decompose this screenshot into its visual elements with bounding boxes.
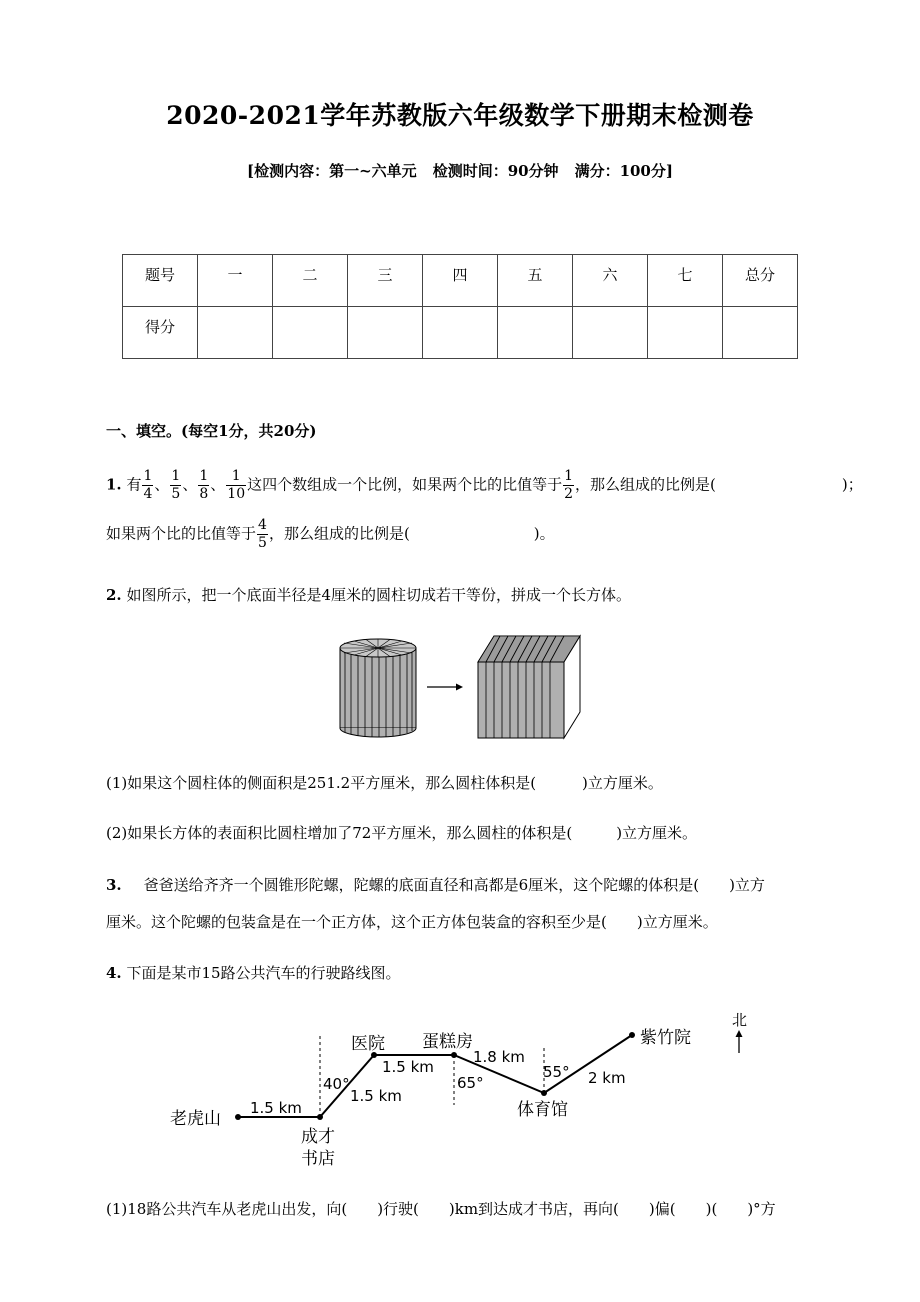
exam-time: 检测时间：90分钟 <box>432 162 559 180</box>
numerator: 1 <box>171 468 181 484</box>
score-input-cell[interactable] <box>198 307 273 359</box>
stop-label-zizhuyuan: 紫竹院 <box>640 1028 691 1048</box>
separator: 、 <box>182 475 198 494</box>
numerator: 1 <box>143 468 153 484</box>
question-text: 下面是某市15路公共汽车的行驶路线图。 <box>126 964 401 982</box>
section-heading: 一、填空。(每空1分，共20分) <box>106 422 317 440</box>
question-4 <box>106 962 401 983</box>
angle-label: 40° <box>323 1075 350 1093</box>
denominator: 2 <box>564 486 574 502</box>
cylinder-figure <box>340 639 416 737</box>
page-title: 2020-2021学年苏教版六年级数学下册期末检测卷 <box>166 101 754 130</box>
fraction <box>563 468 574 503</box>
question-1-line-1 <box>106 468 863 503</box>
question-text: )立方厘米。 <box>582 774 663 792</box>
exam-info <box>0 160 920 181</box>
table-cell: 一 <box>198 255 273 307</box>
table-cell: 题号 <box>123 255 198 307</box>
q1-line2-end: )。 <box>533 524 555 543</box>
table-cell: 总分 <box>723 255 798 307</box>
fraction <box>142 468 153 503</box>
q1-mid-text: 这四个数组成一个比例，如果两个比的比值等于 <box>247 475 563 494</box>
stop-label-dangaofang: 蛋糕房 <box>422 1032 473 1052</box>
angle-label: 65° <box>457 1074 484 1092</box>
stop-label-chengcai: 成才 <box>301 1127 335 1147</box>
score-input-cell[interactable] <box>273 307 348 359</box>
distance-label: 1.8 km <box>473 1048 525 1066</box>
q1-line2-prefix: 如果两个比的比值等于 <box>106 524 257 543</box>
fraction <box>257 517 268 552</box>
q1-tail-end: )； <box>841 475 863 494</box>
question-text: (2)如果长方体的表面积比圆柱增加了72平方厘米，那么圆柱的体积是( <box>106 824 573 842</box>
angle-label: 55° <box>543 1063 570 1081</box>
question-1-line-2 <box>106 517 555 552</box>
score-table-header-row <box>123 255 798 307</box>
separator: 、 <box>154 475 170 494</box>
question-text: (1)18路公共汽车从老虎山出发，向( )行驶( )km到达成才书店，再向( )偏( )( )°方 <box>106 1200 776 1218</box>
question-text: )立方厘米。 <box>616 824 698 842</box>
stop-label-laohushan: 老虎山 <box>170 1109 221 1129</box>
fraction <box>198 468 209 503</box>
stop-dot <box>451 1052 457 1058</box>
fraction <box>170 468 181 503</box>
question-2-sub-1 <box>106 772 663 793</box>
denominator: 8 <box>199 486 209 502</box>
denominator: 4 <box>143 486 153 502</box>
score-table <box>122 254 798 359</box>
score-table-score-row <box>123 307 798 359</box>
score-input-cell[interactable] <box>573 307 648 359</box>
question-2 <box>106 584 631 605</box>
cylinder-to-cuboid-figure <box>330 628 586 748</box>
denominator: 10 <box>227 486 246 502</box>
question-text: 如图所示，把一个底面半径是4厘米的圆柱切成若干等份，拼成一个长方体。 <box>126 586 632 604</box>
question-3-line-2 <box>106 911 718 932</box>
stop-label-chengcai-2: 书店 <box>301 1149 335 1169</box>
q1-tail: ，那么组成的比例是( <box>575 475 716 494</box>
question-text: 厘米。这个陀螺的包装盒是在一个正方体，这个正方体包装盒的容积至少是( <box>106 913 607 931</box>
question-text: 爸爸送给齐齐一个圆锥形陀螺，陀螺的底面直径和高都是6厘米，这个陀螺的体积是( <box>143 876 700 894</box>
distance-label: 1.5 km <box>250 1099 302 1117</box>
table-cell: 五 <box>498 255 573 307</box>
question-number: 1. <box>106 475 122 494</box>
arrow-right-icon <box>427 684 463 691</box>
distance-label: 2 km <box>588 1069 626 1087</box>
table-cell: 七 <box>648 255 723 307</box>
score-input-cell[interactable] <box>348 307 423 359</box>
table-cell: 三 <box>348 255 423 307</box>
question-number: 4. <box>106 964 122 982</box>
stop-label-yiyuan: 医院 <box>351 1034 385 1054</box>
score-input-cell[interactable] <box>723 307 798 359</box>
stop-dot <box>235 1114 241 1120</box>
question-number: 2. <box>106 586 122 604</box>
denominator: 5 <box>171 486 181 502</box>
question-4-sub-1 <box>106 1198 776 1219</box>
stop-dot <box>629 1032 635 1038</box>
cuboid-figure <box>478 636 580 738</box>
numerator: 1 <box>564 468 574 484</box>
question-2-sub-2 <box>106 822 697 843</box>
exam-content: [检测内容：第一~六单元 <box>247 162 417 180</box>
score-input-cell[interactable] <box>423 307 498 359</box>
question-3-line-1 <box>106 874 765 895</box>
q1-prefix: 有 <box>126 475 142 494</box>
distance-label: 1.5 km <box>382 1058 434 1076</box>
table-cell: 六 <box>573 255 648 307</box>
numerator: 1 <box>226 468 246 486</box>
score-input-cell[interactable] <box>498 307 573 359</box>
stop-dot <box>541 1090 547 1096</box>
exam-full-score: 满分：100分] <box>574 162 673 180</box>
fraction <box>226 468 246 503</box>
question-number: 3. <box>106 876 122 894</box>
distance-label: 1.5 km <box>350 1087 402 1105</box>
table-cell: 得分 <box>123 307 198 359</box>
bus-route-map <box>160 1005 760 1175</box>
north-label: 北 <box>732 1011 748 1029</box>
numerator: 4 <box>258 517 267 533</box>
score-input-cell[interactable] <box>648 307 723 359</box>
stop-label-tiyuguan: 体育馆 <box>517 1100 568 1120</box>
north-arrow-icon <box>736 1030 743 1053</box>
stop-dot <box>317 1114 323 1120</box>
numerator: 1 <box>199 468 209 484</box>
question-text: (1)如果这个圆柱体的侧面积是251.2平方厘米，那么圆柱体积是( <box>106 774 537 792</box>
denominator: 5 <box>258 535 267 551</box>
question-text: )立方厘米。 <box>636 913 718 931</box>
question-text: )立方 <box>729 876 765 894</box>
separator: 、 <box>210 475 226 494</box>
table-cell: 二 <box>273 255 348 307</box>
table-cell: 四 <box>423 255 498 307</box>
q1-line2-tail: ，那么组成的比例是( <box>268 524 410 543</box>
